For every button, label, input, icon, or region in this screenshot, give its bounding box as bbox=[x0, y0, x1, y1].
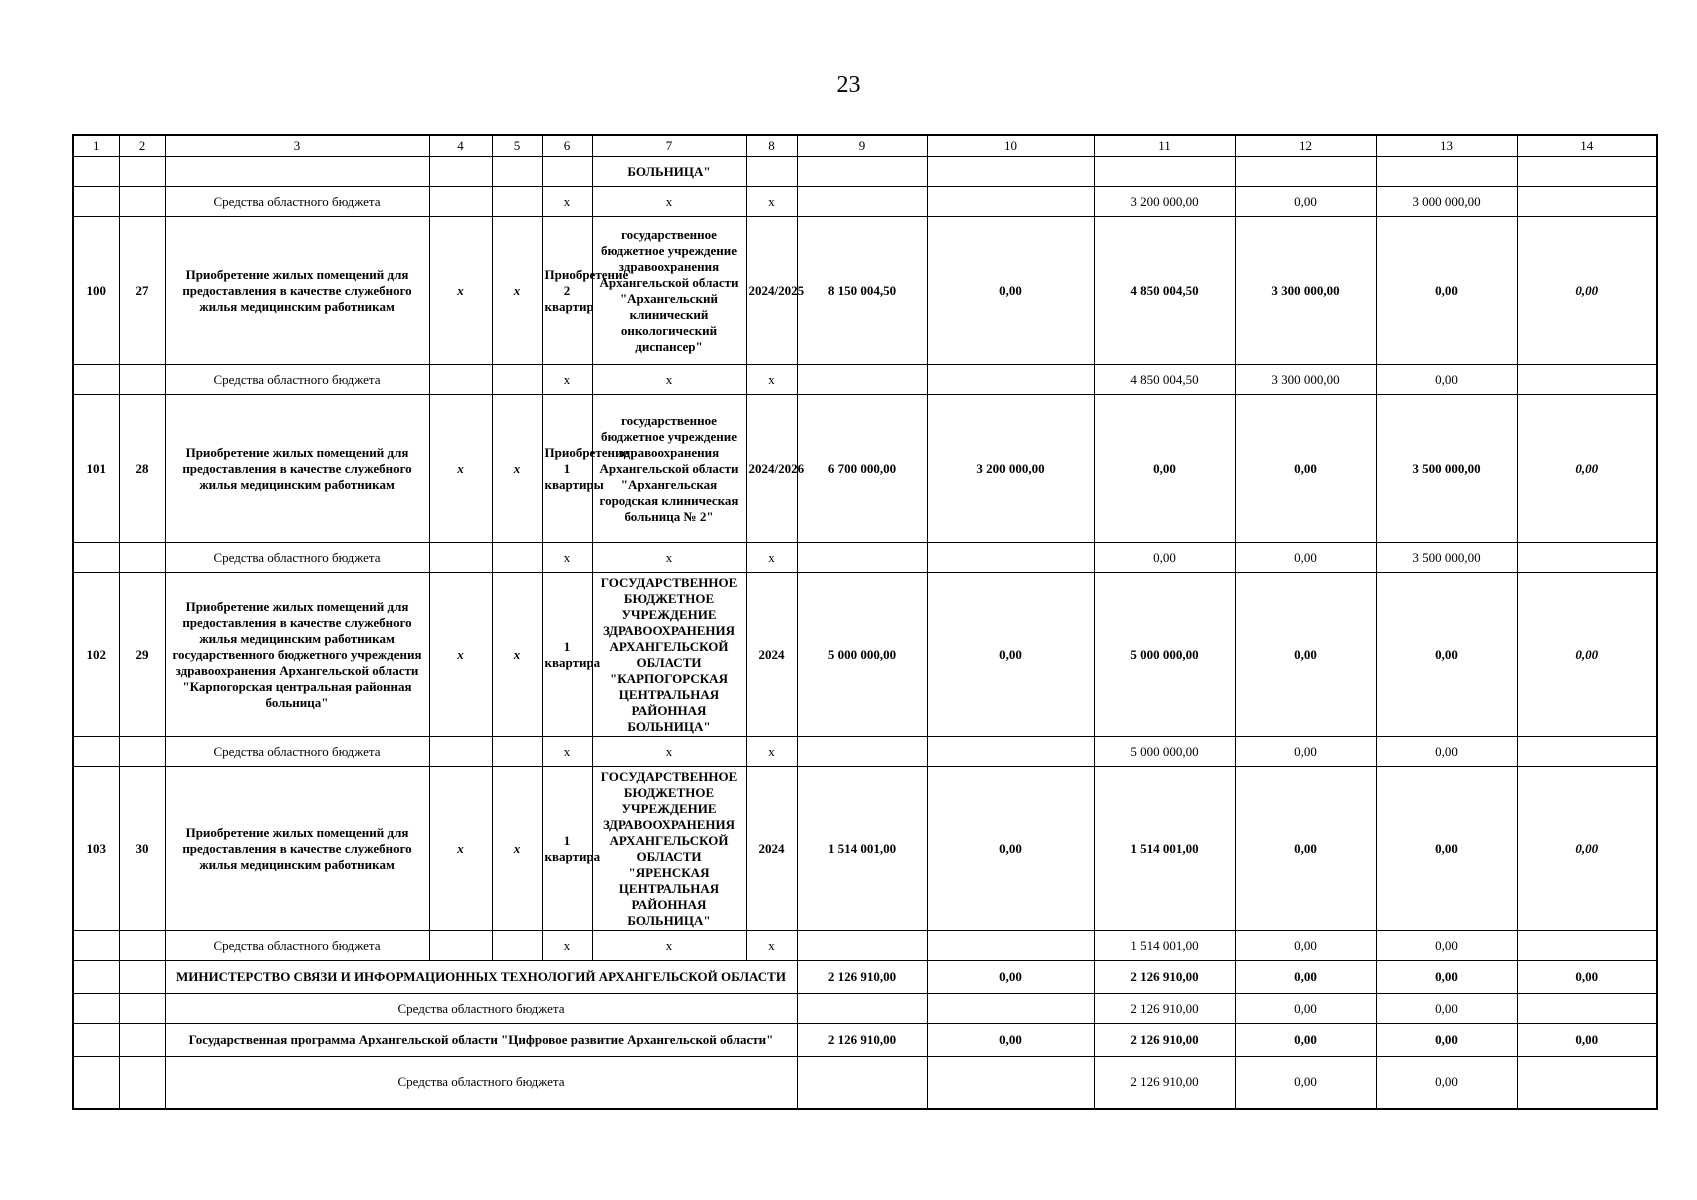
total-amount-cell: 2 126 910,00 bbox=[797, 961, 927, 994]
empty-cell bbox=[73, 1057, 119, 1109]
amount-cell: 0,00 bbox=[1517, 217, 1657, 365]
mark-cell: х bbox=[492, 573, 542, 737]
amount-cell: 3 000 000,00 bbox=[1376, 187, 1517, 217]
empty-cell bbox=[927, 187, 1094, 217]
empty-cell bbox=[73, 994, 119, 1024]
empty-cell bbox=[429, 543, 492, 573]
empty-cell bbox=[429, 157, 492, 187]
amount-cell: 0,00 bbox=[1517, 1024, 1657, 1057]
empty-cell bbox=[1517, 994, 1657, 1024]
result-cell: Приобретение 1 квартиры bbox=[542, 395, 592, 543]
funding-source-label: Средства областного бюджета bbox=[165, 543, 429, 573]
amount-cell: 0,00 bbox=[1235, 543, 1376, 573]
mark-cell: х bbox=[429, 395, 492, 543]
empty-cell bbox=[119, 737, 165, 767]
total-label: МИНИСТЕРСТВО СВЯЗИ И ИНФОРМАЦИОННЫХ ТЕХНОЛОГИЙ АРХАНГЕЛЬСКОЙ ОБЛАСТИ bbox=[165, 961, 797, 994]
amount-cell: 0,00 bbox=[1094, 395, 1235, 543]
empty-cell bbox=[73, 157, 119, 187]
column-header: 3 bbox=[165, 135, 429, 157]
amount-cell: 0,00 bbox=[1376, 1057, 1517, 1109]
empty-cell bbox=[927, 737, 1094, 767]
mark-cell: х bbox=[542, 543, 592, 573]
item-name: Приобретение жилых помещений для предоставления в качестве служебного жилья медицинским работникам государственного бюджетного учреждения здравоохранения Архангельской области "Карпогорская центральная районная больница" bbox=[165, 573, 429, 737]
funding-source-label: Средства областного бюджета bbox=[165, 187, 429, 217]
empty-cell bbox=[797, 1057, 927, 1109]
empty-cell bbox=[119, 994, 165, 1024]
result-cell: 1 квартира bbox=[542, 767, 592, 931]
empty-cell bbox=[119, 157, 165, 187]
column-header: 8 bbox=[746, 135, 797, 157]
empty-cell bbox=[429, 931, 492, 961]
amount-cell: 2 126 910,00 bbox=[1094, 961, 1235, 994]
amount-cell: 0,00 bbox=[1376, 737, 1517, 767]
empty-cell bbox=[927, 1057, 1094, 1109]
amount-cell: 0,00 bbox=[927, 573, 1094, 737]
total-amount-cell: 5 000 000,00 bbox=[797, 573, 927, 737]
item-row bbox=[73, 395, 1657, 543]
funding-source-row bbox=[73, 1057, 1657, 1109]
mark-cell: х bbox=[746, 737, 797, 767]
budget-table bbox=[72, 134, 1658, 1110]
column-header: 14 bbox=[1517, 135, 1657, 157]
column-number-row bbox=[73, 135, 1657, 157]
row-number: 101 bbox=[73, 395, 119, 543]
amount-cell: 1 514 001,00 bbox=[1094, 931, 1235, 961]
column-header: 9 bbox=[797, 135, 927, 157]
empty-cell bbox=[927, 157, 1094, 187]
amount-cell: 0,00 bbox=[1235, 767, 1376, 931]
empty-cell bbox=[429, 737, 492, 767]
amount-cell: 2 126 910,00 bbox=[1094, 994, 1235, 1024]
funding-source-label: Средства областного бюджета bbox=[165, 737, 429, 767]
empty-cell bbox=[1517, 737, 1657, 767]
funding-source-label: Средства областного бюджета bbox=[165, 994, 797, 1024]
amount-cell: 0,00 bbox=[1235, 395, 1376, 543]
amount-cell: 0,00 bbox=[1235, 737, 1376, 767]
empty-cell bbox=[119, 931, 165, 961]
amount-cell: 1 514 001,00 bbox=[1094, 767, 1235, 931]
mark-cell: х bbox=[746, 543, 797, 573]
amount-cell: 0,00 bbox=[1376, 767, 1517, 931]
empty-cell bbox=[492, 543, 542, 573]
item-number: 29 bbox=[119, 573, 165, 737]
amount-cell: 0,00 bbox=[1235, 573, 1376, 737]
column-header: 1 bbox=[73, 135, 119, 157]
amount-cell: 4 850 004,50 bbox=[1094, 365, 1235, 395]
organization-cell: ГОСУДАРСТВЕННОЕ БЮДЖЕТНОЕ УЧРЕЖДЕНИЕ ЗДРАВООХРАНЕНИЯ АРХАНГЕЛЬСКОЙ ОБЛАСТИ "КАРПОГОРСКАЯ ЦЕНТРАЛЬНАЯ РАЙОННАЯ БОЛЬНИЦА" bbox=[592, 573, 746, 737]
mark-cell: х bbox=[492, 217, 542, 365]
amount-cell: 0,00 bbox=[1235, 187, 1376, 217]
amount-cell: 0,00 bbox=[1376, 931, 1517, 961]
amount-cell: 0,00 bbox=[1376, 217, 1517, 365]
empty-cell bbox=[492, 157, 542, 187]
amount-cell: 3 500 000,00 bbox=[1376, 543, 1517, 573]
page-number: 23 bbox=[836, 72, 861, 98]
empty-cell bbox=[927, 994, 1094, 1024]
column-header: 13 bbox=[1376, 135, 1517, 157]
amount-cell: 0,00 bbox=[927, 217, 1094, 365]
total-amount-cell: 2 126 910,00 bbox=[797, 1024, 927, 1057]
amount-cell: 0,00 bbox=[927, 767, 1094, 931]
empty-cell bbox=[1517, 157, 1657, 187]
amount-cell: 0,00 bbox=[927, 961, 1094, 994]
empty-cell bbox=[1376, 157, 1517, 187]
empty-cell bbox=[73, 187, 119, 217]
amount-cell: 0,00 bbox=[1235, 994, 1376, 1024]
amount-cell: 0,00 bbox=[927, 1024, 1094, 1057]
amount-cell: 0,00 bbox=[1235, 931, 1376, 961]
mark-cell: х bbox=[429, 767, 492, 931]
empty-cell bbox=[797, 157, 927, 187]
funding-source-row bbox=[73, 187, 1657, 217]
total-row bbox=[73, 961, 1657, 994]
funding-source-label: Средства областного бюджета bbox=[165, 931, 429, 961]
period-cell: 2024/2026 bbox=[746, 395, 797, 543]
item-row bbox=[73, 217, 1657, 365]
item-row bbox=[73, 573, 1657, 737]
column-header: 11 bbox=[1094, 135, 1235, 157]
empty-cell bbox=[1094, 157, 1235, 187]
total-amount-cell: 1 514 001,00 bbox=[797, 767, 927, 931]
empty-cell bbox=[119, 1057, 165, 1109]
amount-cell: 0,00 bbox=[1376, 961, 1517, 994]
empty-cell bbox=[73, 961, 119, 994]
mark-cell: х bbox=[429, 573, 492, 737]
empty-cell bbox=[927, 931, 1094, 961]
amount-cell: 2 126 910,00 bbox=[1094, 1057, 1235, 1109]
empty-cell bbox=[1517, 931, 1657, 961]
mark-cell: х bbox=[542, 737, 592, 767]
total-amount-cell: 6 700 000,00 bbox=[797, 395, 927, 543]
empty-cell bbox=[119, 1024, 165, 1057]
mark-cell: х bbox=[542, 931, 592, 961]
empty-cell bbox=[542, 157, 592, 187]
funding-source-label: Средства областного бюджета bbox=[165, 365, 429, 395]
empty-cell bbox=[119, 543, 165, 573]
empty-cell bbox=[1517, 1057, 1657, 1109]
amount-cell: 3 300 000,00 bbox=[1235, 217, 1376, 365]
total-row bbox=[73, 1024, 1657, 1057]
organization-cell: государственное бюджетное учреждение здравоохранения Архангельской области "Архангельская городская клиническая больница № 2" bbox=[592, 395, 746, 543]
empty-cell bbox=[1517, 543, 1657, 573]
funding-source-row bbox=[73, 365, 1657, 395]
empty-cell bbox=[1517, 365, 1657, 395]
amount-cell: 0,00 bbox=[1517, 961, 1657, 994]
item-number: 27 bbox=[119, 217, 165, 365]
amount-cell: 0,00 bbox=[1094, 543, 1235, 573]
amount-cell: 0,00 bbox=[1376, 994, 1517, 1024]
row-number: 102 bbox=[73, 573, 119, 737]
column-header: 12 bbox=[1235, 135, 1376, 157]
empty-cell bbox=[927, 365, 1094, 395]
organization-cell: ГОСУДАРСТВЕННОЕ БЮДЖЕТНОЕ УЧРЕЖДЕНИЕ ЗДРАВООХРАНЕНИЯ АРХАНГЕЛЬСКОЙ ОБЛАСТИ "ЯРЕНСКАЯ ЦЕНТРАЛЬНАЯ РАЙОННАЯ БОЛЬНИЦА" bbox=[592, 767, 746, 931]
empty-cell bbox=[492, 931, 542, 961]
empty-cell bbox=[797, 365, 927, 395]
column-header: 5 bbox=[492, 135, 542, 157]
empty-cell bbox=[492, 187, 542, 217]
organization-cell: БОЛЬНИЦА" bbox=[592, 157, 746, 187]
empty-cell bbox=[492, 737, 542, 767]
total-amount-cell: 8 150 004,50 bbox=[797, 217, 927, 365]
empty-cell bbox=[165, 157, 429, 187]
funding-source-row bbox=[73, 931, 1657, 961]
mark-cell: х bbox=[429, 217, 492, 365]
mark-cell: х bbox=[746, 365, 797, 395]
mark-cell: х bbox=[592, 187, 746, 217]
empty-cell bbox=[1517, 187, 1657, 217]
column-header: 4 bbox=[429, 135, 492, 157]
amount-cell: 3 200 000,00 bbox=[1094, 187, 1235, 217]
amount-cell: 0,00 bbox=[1376, 1024, 1517, 1057]
empty-cell bbox=[73, 931, 119, 961]
mark-cell: х bbox=[746, 187, 797, 217]
empty-cell bbox=[73, 1024, 119, 1057]
empty-cell bbox=[73, 365, 119, 395]
empty-cell bbox=[797, 543, 927, 573]
amount-cell: 0,00 bbox=[1517, 767, 1657, 931]
empty-cell bbox=[119, 961, 165, 994]
empty-cell bbox=[927, 543, 1094, 573]
empty-cell bbox=[429, 365, 492, 395]
mark-cell: х bbox=[592, 543, 746, 573]
mark-cell: х bbox=[492, 767, 542, 931]
empty-cell bbox=[73, 543, 119, 573]
total-label: Государственная программа Архангельской области "Цифровое развитие Архангельской области" bbox=[165, 1024, 797, 1057]
row-number: 103 bbox=[73, 767, 119, 931]
mark-cell: х bbox=[492, 395, 542, 543]
item-name: Приобретение жилых помещений для предоставления в качестве служебного жилья медицинским работникам bbox=[165, 395, 429, 543]
empty-cell bbox=[797, 187, 927, 217]
funding-source-label: Средства областного бюджета bbox=[165, 1057, 797, 1109]
period-cell: 2024 bbox=[746, 573, 797, 737]
empty-cell bbox=[797, 994, 927, 1024]
column-header: 10 bbox=[927, 135, 1094, 157]
amount-cell: 0,00 bbox=[1235, 1057, 1376, 1109]
empty-cell bbox=[73, 737, 119, 767]
mark-cell: х bbox=[592, 931, 746, 961]
period-cell: 2024 bbox=[746, 767, 797, 931]
column-header: 7 bbox=[592, 135, 746, 157]
mark-cell: х bbox=[746, 931, 797, 961]
mark-cell: х bbox=[592, 737, 746, 767]
result-cell: 1 квартира bbox=[542, 573, 592, 737]
item-name: Приобретение жилых помещений для предоставления в качестве служебного жилья медицинским работникам bbox=[165, 217, 429, 365]
empty-cell bbox=[797, 931, 927, 961]
amount-cell: 0,00 bbox=[1517, 395, 1657, 543]
organization-cell: государственное бюджетное учреждение здравоохранения Архангельской области "Архангельский клинический онкологический диспансер" bbox=[592, 217, 746, 365]
funding-source-row bbox=[73, 543, 1657, 573]
empty-cell bbox=[119, 365, 165, 395]
period-cell: 2024/2025 bbox=[746, 217, 797, 365]
amount-cell: 0,00 bbox=[1376, 573, 1517, 737]
item-row bbox=[73, 767, 1657, 931]
mark-cell: х bbox=[542, 365, 592, 395]
amount-cell: 0,00 bbox=[1235, 1024, 1376, 1057]
empty-cell bbox=[119, 187, 165, 217]
amount-cell: 0,00 bbox=[1376, 365, 1517, 395]
result-cell: Приобретение 2 квартир bbox=[542, 217, 592, 365]
empty-cell bbox=[797, 737, 927, 767]
funding-source-row bbox=[73, 994, 1657, 1024]
funding-source-row bbox=[73, 737, 1657, 767]
amount-cell: 3 200 000,00 bbox=[927, 395, 1094, 543]
mark-cell: х bbox=[542, 187, 592, 217]
empty-cell bbox=[492, 365, 542, 395]
row-number: 100 bbox=[73, 217, 119, 365]
amount-cell: 3 300 000,00 bbox=[1235, 365, 1376, 395]
amount-cell: 5 000 000,00 bbox=[1094, 573, 1235, 737]
mark-cell: х bbox=[592, 365, 746, 395]
item-number: 30 bbox=[119, 767, 165, 931]
item-name: Приобретение жилых помещений для предоставления в качестве служебного жилья медицинским работникам bbox=[165, 767, 429, 931]
empty-cell bbox=[429, 187, 492, 217]
empty-cell bbox=[1235, 157, 1376, 187]
continuation-row bbox=[73, 157, 1657, 187]
empty-cell bbox=[746, 157, 797, 187]
amount-cell: 5 000 000,00 bbox=[1094, 737, 1235, 767]
amount-cell: 4 850 004,50 bbox=[1094, 217, 1235, 365]
amount-cell: 0,00 bbox=[1517, 573, 1657, 737]
column-header: 2 bbox=[119, 135, 165, 157]
amount-cell: 0,00 bbox=[1235, 961, 1376, 994]
column-header: 6 bbox=[542, 135, 592, 157]
item-number: 28 bbox=[119, 395, 165, 543]
amount-cell: 3 500 000,00 bbox=[1376, 395, 1517, 543]
amount-cell: 2 126 910,00 bbox=[1094, 1024, 1235, 1057]
